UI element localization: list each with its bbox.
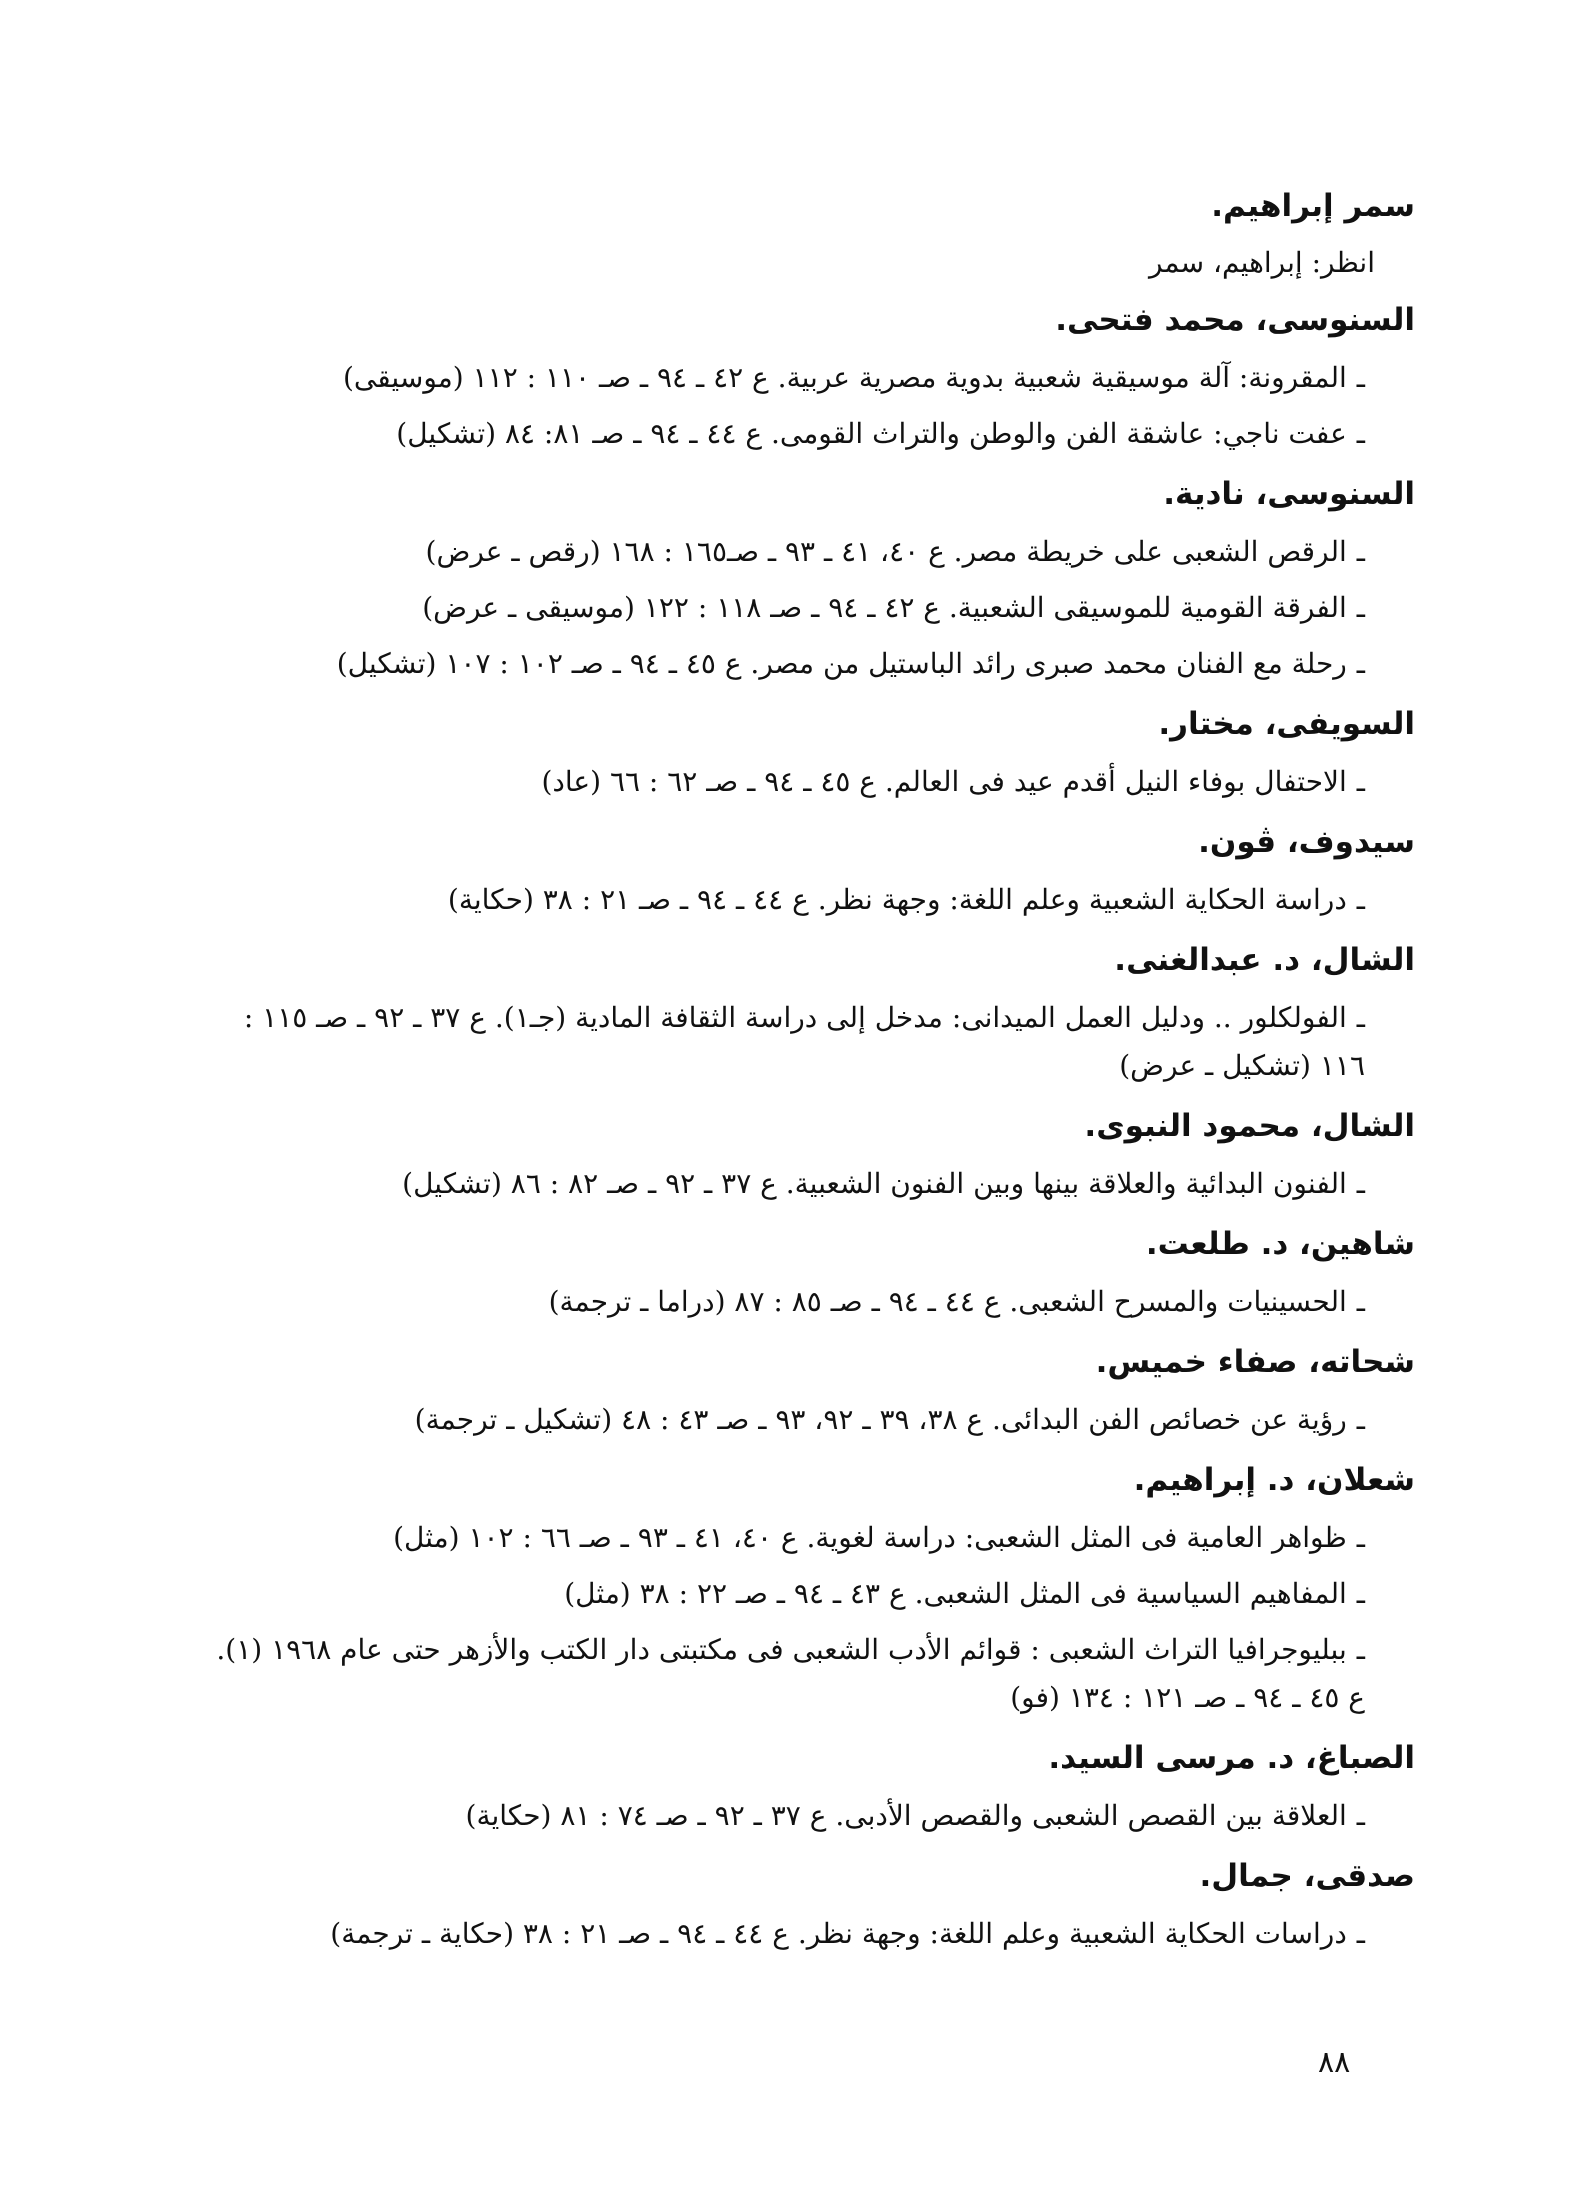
dash-marker: ـ [1356, 1285, 1365, 1318]
dash-marker: ـ [1356, 647, 1365, 680]
work-text: دراسات الحكاية الشعبية وعلم اللغة: وجهة نظر. ع ٤٤ ـ ٩٤ ـ صـ ٢١ : ٣٨ (حكاية ـ ترجمة) [330, 1917, 1347, 1950]
entry-block [200, 1452, 1415, 1722]
dash-marker: ـ [1356, 1167, 1365, 1200]
dash-marker: ـ [1356, 765, 1365, 798]
bibliography-index [200, 178, 1415, 1966]
entry-block [200, 1334, 1415, 1444]
work-entry [200, 354, 1365, 402]
entry-block [200, 1730, 1415, 1840]
author-heading: سيدوف، ڤون. [1198, 824, 1415, 860]
dash-marker: ـ [1356, 361, 1365, 394]
entry-block [200, 814, 1415, 924]
work-text: رحلة مع الفنان محمد صبرى رائد الباستيل من مصر. ع ٤٥ ـ ٩٤ ـ صـ ١٠٢ : ١٠٧ (تشكيل) [336, 647, 1347, 680]
author-heading: شاهين، د. طلعت. [1145, 1226, 1415, 1262]
work-entry [200, 1910, 1365, 1958]
dash-marker: ـ [1356, 1001, 1365, 1034]
work-entry [200, 1160, 1365, 1208]
author-heading: السنوسى، نادية. [1163, 476, 1415, 512]
work-text: الفنون البدائية والعلاقة بينها وبين الفنون الشعبية. ع ٣٧ ـ ٩٢ ـ صـ ٨٢ : ٨٦ (تشكيل) [402, 1167, 1347, 1200]
author-heading: الصباغ، د. مرسى السيد. [1048, 1740, 1415, 1776]
work-text: الرقص الشعبى على خريطة مصر. ع ٤٠، ٤١ ـ ٩٣ ـ صـ١٦٥ : ١٦٨ (رقص ـ عرض) [425, 535, 1347, 568]
author-heading: سمر إبراهيم. [1211, 188, 1415, 224]
work-text: الفولكلور .. ودليل العمل الميدانى: مدخل إلى دراسة الثقافة المادية (جـ١). ع ٣٧ ـ ٩٢ ـ صـ ١١٥ : ١١٦ (تشكيل ـ عرض) [243, 1001, 1365, 1082]
work-text: عفت ناجي: عاشقة الفن والوطن والتراث القومى. ع ٤٤ ـ ٩٤ ـ صـ ٨١: ٨٤ (تشكيل) [396, 417, 1347, 450]
dash-marker: ـ [1356, 883, 1365, 916]
entry-block [200, 1098, 1415, 1208]
work-text: رؤية عن خصائص الفن البدائى. ع ٣٨، ٣٩ ـ ٩٢، ٩٣ ـ صـ ٤٣ : ٤٨ (تشكيل ـ ترجمة) [414, 1403, 1347, 1436]
work-text: ببليوجرافيا التراث الشعبى : قوائم الأدب الشعبى فى مكتبتى دار الكتب والأزهر حتى عام ١٩٦٨ (١). ع ٤٥ ـ ٩٤ ـ صـ ١٢١ : ١٣٤ (فو) [216, 1633, 1365, 1714]
entry-block [200, 466, 1415, 688]
work-entry [200, 1514, 1365, 1562]
work-entry [200, 1278, 1365, 1326]
work-text: المفاهيم السياسية فى المثل الشعبى. ع ٤٣ ـ ٩٤ ـ صـ ٢٢ : ٣٨ (مثل) [564, 1577, 1347, 1610]
work-entry [200, 1570, 1365, 1618]
dash-marker: ـ [1356, 1403, 1365, 1436]
work-entry [200, 1792, 1365, 1840]
work-entry [200, 528, 1365, 576]
entry-block [200, 292, 1415, 458]
work-entry [200, 410, 1365, 458]
dash-marker: ـ [1356, 1633, 1365, 1666]
entry-block [200, 932, 1415, 1090]
entry-block [200, 696, 1415, 806]
page-number: ٨٨ [1318, 2045, 1351, 2080]
author-heading: الشال، محمود النبوى. [1084, 1108, 1415, 1144]
author-heading: الشال، د. عبدالغنى. [1114, 942, 1415, 978]
work-text: المقرونة: آلة موسيقية شعبية بدوية مصرية عربية. ع ٤٢ ـ ٩٤ ـ صـ ١١٠ : ١١٢ (موسيقى) [342, 361, 1347, 394]
work-text: الاحتفال بوفاء النيل أقدم عيد فى العالم. ع ٤٥ ـ ٩٤ ـ صـ ٦٢ : ٦٦ (عاد) [541, 765, 1347, 798]
author-heading: شعلان، د. إبراهيم. [1133, 1462, 1415, 1498]
entry-block [200, 1848, 1415, 1958]
work-entry [200, 1396, 1365, 1444]
author-heading: السنوسى، محمد فتحى. [1055, 302, 1415, 338]
work-entry [200, 1626, 1365, 1722]
work-entry [200, 758, 1365, 806]
dash-marker: ـ [1356, 1521, 1365, 1554]
dash-marker: ـ [1356, 591, 1365, 624]
work-text: ظواهر العامية فى المثل الشعبى: دراسة لغوية. ع ٤٠، ٤١ ـ ٩٣ ـ صـ ٦٦ : ١٠٢ (مثل) [393, 1521, 1347, 1554]
dash-marker: ـ [1356, 1917, 1365, 1950]
work-entry [200, 584, 1365, 632]
work-text: الفرقة القومية للموسيقى الشعبية. ع ٤٢ ـ ٩٤ ـ صـ ١١٨ : ١٢٢ (موسيقى ـ عرض) [422, 591, 1347, 624]
work-text: الحسينيات والمسرح الشعبى. ع ٤٤ ـ ٩٤ ـ صـ ٨٥ : ٨٧ (دراما ـ ترجمة) [548, 1285, 1347, 1318]
work-entry [200, 994, 1365, 1090]
dash-marker: ـ [1356, 535, 1365, 568]
work-entry [200, 640, 1365, 688]
work-text: دراسة الحكاية الشعبية وعلم اللغة: وجهة نظر. ع ٤٤ ـ ٩٤ ـ صـ ٢١ : ٣٨ (حكاية) [447, 883, 1347, 916]
dash-marker: ـ [1356, 1799, 1365, 1832]
author-heading: السويفى، مختار. [1158, 706, 1415, 742]
see-reference: انظر: إبراهيم، سمر [1148, 246, 1375, 279]
work-entry [200, 876, 1365, 924]
entry-block [200, 1216, 1415, 1326]
author-heading: شحاته، صفاء خميس. [1095, 1344, 1415, 1380]
dash-marker: ـ [1356, 417, 1365, 450]
entry-block [200, 178, 1415, 292]
dash-marker: ـ [1356, 1577, 1365, 1610]
author-heading: صدقى، جمال. [1199, 1858, 1415, 1894]
work-text: العلاقة بين القصص الشعبى والقصص الأدبى. ع ٣٧ ـ ٩٢ ـ صـ ٧٤ : ٨١ (حكاية) [465, 1799, 1347, 1832]
